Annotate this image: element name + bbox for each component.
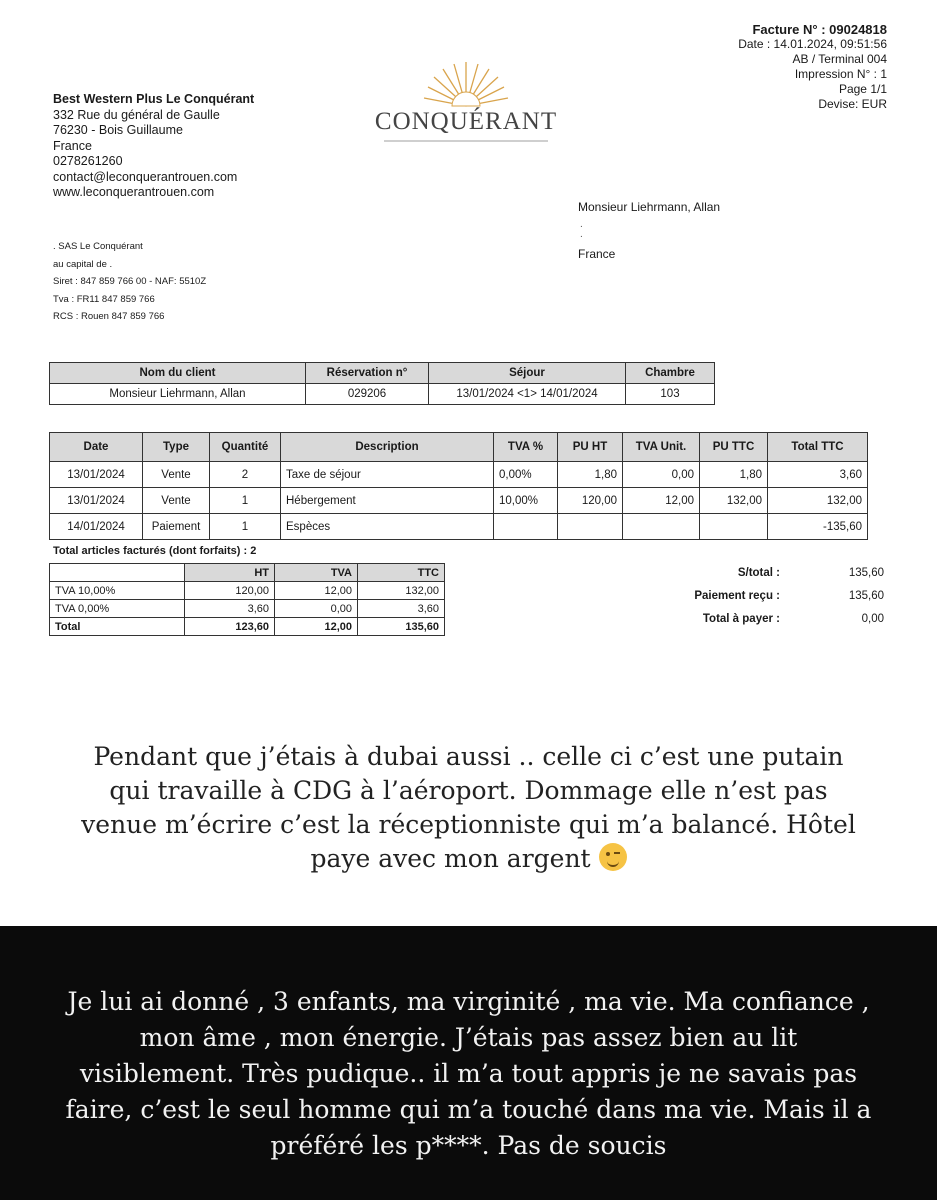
table-cell [700,514,768,540]
table-cell: 12,00 [623,488,700,514]
vat-table [49,563,445,636]
invoice-print: Impression N° : 1 [794,67,887,81]
table-row [50,514,868,540]
summary-value: 135,60 [848,590,884,602]
table-cell: 13/01/2024 [50,462,143,488]
column-header: Séjour [429,363,626,384]
caption-line: qui travaille à CDG à l’aéroport. Dommage elle n’est pas [109,776,828,805]
summary-value: 0,00 [861,613,884,625]
company-country: France [53,138,92,153]
column-header: PU HT [558,433,623,462]
table-cell: 103 [626,384,715,405]
table-row [50,488,868,514]
table-cell: 10,00% [494,488,558,514]
sunburst-icon [366,58,566,110]
client-address-line: . [580,229,583,240]
table-cell [558,514,623,540]
table-cell: -135,60 [768,514,868,540]
table-cell: 0,00 [623,462,700,488]
column-header: Quantité [210,433,281,462]
invoice-page: Page 1/1 [838,82,887,96]
dark-text-line: Je lui ai donné , 3 enfants, ma virginité , ma vie. Ma confiance , [67,987,870,1016]
table-cell: 3,60 [768,462,868,488]
table-cell: Taxe de séjour [281,462,494,488]
invoice-currency: Devise: EUR [818,97,887,111]
company-email: contact@leconquerantrouen.com [53,169,238,184]
reservation-table [49,362,715,405]
table-cell: 029206 [306,384,429,405]
table-cell: 132,00 [768,488,868,514]
table-cell: 13/01/2024 [50,488,143,514]
table-cell: 120,00 [558,488,623,514]
client-address-dots [580,220,583,240]
legal-info [53,238,206,326]
table-cell: 0,00% [494,462,558,488]
table-cell: TVA 10,00% [50,582,185,600]
summary-label: Paiement reçu : [694,590,780,602]
table-cell: Monsieur Liehrmann, Allan [50,384,306,405]
table-row [50,582,445,600]
column-header: TVA Unit. [623,433,700,462]
story-caption [20,740,917,876]
company-address [53,92,254,201]
column-header: Description [281,433,494,462]
legal-line: Tva : FR11 847 859 766 [53,293,155,305]
legal-line: RCS : Rouen 847 859 766 [53,311,165,322]
column-header: TVA [275,564,358,582]
invoice-number: Facture N° : 09024818 [752,22,887,37]
table-row [50,384,715,405]
invoice-lines-table [49,432,868,540]
column-header: HT [185,564,275,582]
legal-line: . SAS Le Conquérant [53,241,143,252]
table-cell [494,514,558,540]
summary-row [600,567,890,590]
invoice-meta [647,22,887,112]
table-cell: 3,60 [358,600,445,618]
column-header: PU TTC [700,433,768,462]
dark-text-line: préféré les p****. Pas de soucis [270,1131,667,1160]
summary-row [600,613,890,636]
table-cell: 3,60 [185,600,275,618]
summary-label: Total à payer : [702,613,780,625]
table-row [50,462,868,488]
table-cell: 120,00 [185,582,275,600]
logo-tagline-rule [384,140,548,142]
logo-wordmark: CONQUÉRANT [374,108,558,135]
total-items-label: Total articles facturés (dont forfaits) : 2 [53,545,257,557]
column-header: Date [50,433,143,462]
table-cell: 132,00 [700,488,768,514]
column-header: Chambre [626,363,715,384]
summary-value: 135,60 [848,567,884,579]
column-header: Type [143,433,210,462]
table-cell: 12,00 [275,618,358,636]
dark-text-line: faire, c’est le seul homme qui m’a touché dans ma vie. Mais il a [65,1095,872,1124]
column-header: TVA % [494,433,558,462]
smiling-face-icon [599,843,627,871]
table-cell: 2 [210,462,281,488]
table-cell: Hébergement [281,488,494,514]
company-street: 332 Rue du général de Gaulle [53,107,220,122]
table-cell: 12,00 [275,582,358,600]
table-cell: 13/01/2024 <1> 14/01/2024 [429,384,626,405]
table-cell: Vente [143,462,210,488]
summary-label: S/total : [737,567,780,579]
client-country: France [578,247,616,261]
table-cell: Paiement [143,514,210,540]
caption-line: Pendant que j’étais à dubai aussi .. celle ci c’est une putain [93,742,844,771]
table-cell: 135,60 [358,618,445,636]
table-row [50,600,445,618]
table-cell: Vente [143,488,210,514]
table-header-row [50,564,445,582]
table-header-row [50,433,868,462]
legal-line: au capital de . [53,258,113,270]
caption-line: paye avec mon argent [310,844,591,873]
company-website: www.leconquerantrouen.com [53,185,215,199]
dark-text-line: mon âme , mon énergie. J’étais pas assez bien au lit [139,1023,798,1052]
table-cell: 1,80 [558,462,623,488]
company-name: Best Western Plus Le Conquérant [53,92,255,106]
client-name: Monsieur Liehrmann, Allan [578,200,721,214]
summary-row [600,590,890,613]
invoice-terminal: AB / Terminal 004 [792,52,887,66]
table-cell: Espèces [281,514,494,540]
company-phone: 0278261260 [53,154,123,168]
table-cell: 1 [210,514,281,540]
table-header-row [50,363,715,384]
table-cell [623,514,700,540]
table-row [50,618,445,636]
table-cell: 1 [210,488,281,514]
caption-line: venue m’écrire c’est la réceptionniste qui m’a balancé. Hôtel [81,810,856,839]
table-cell: 1,80 [700,462,768,488]
table-cell: Total [50,618,185,636]
column-header: Nom du client [50,363,306,384]
legal-line: Siret : 847 859 766 00 - NAF: 5510Z [53,276,207,287]
column-header [50,564,185,582]
table-cell: 0,00 [275,600,358,618]
hotel-logo [366,58,566,148]
dark-text-line: visiblement. Très pudique.. il m’a tout appris je ne savais pas [79,1059,858,1088]
company-city: 76230 - Bois Guillaume [53,123,183,137]
caption-line-last [20,842,917,876]
table-cell: 123,60 [185,618,275,636]
column-header: TTC [358,564,445,582]
invoice-date: Date : 14.01.2024, 09:51:56 [738,37,887,51]
dark-panel-text [30,984,907,1164]
client-address-line: . [580,219,583,230]
table-cell: TVA 0,00% [50,600,185,618]
column-header: Total TTC [768,433,868,462]
table-cell: 14/01/2024 [50,514,143,540]
totals-summary [600,567,890,636]
table-cell: 132,00 [358,582,445,600]
column-header: Réservation n° [306,363,429,384]
